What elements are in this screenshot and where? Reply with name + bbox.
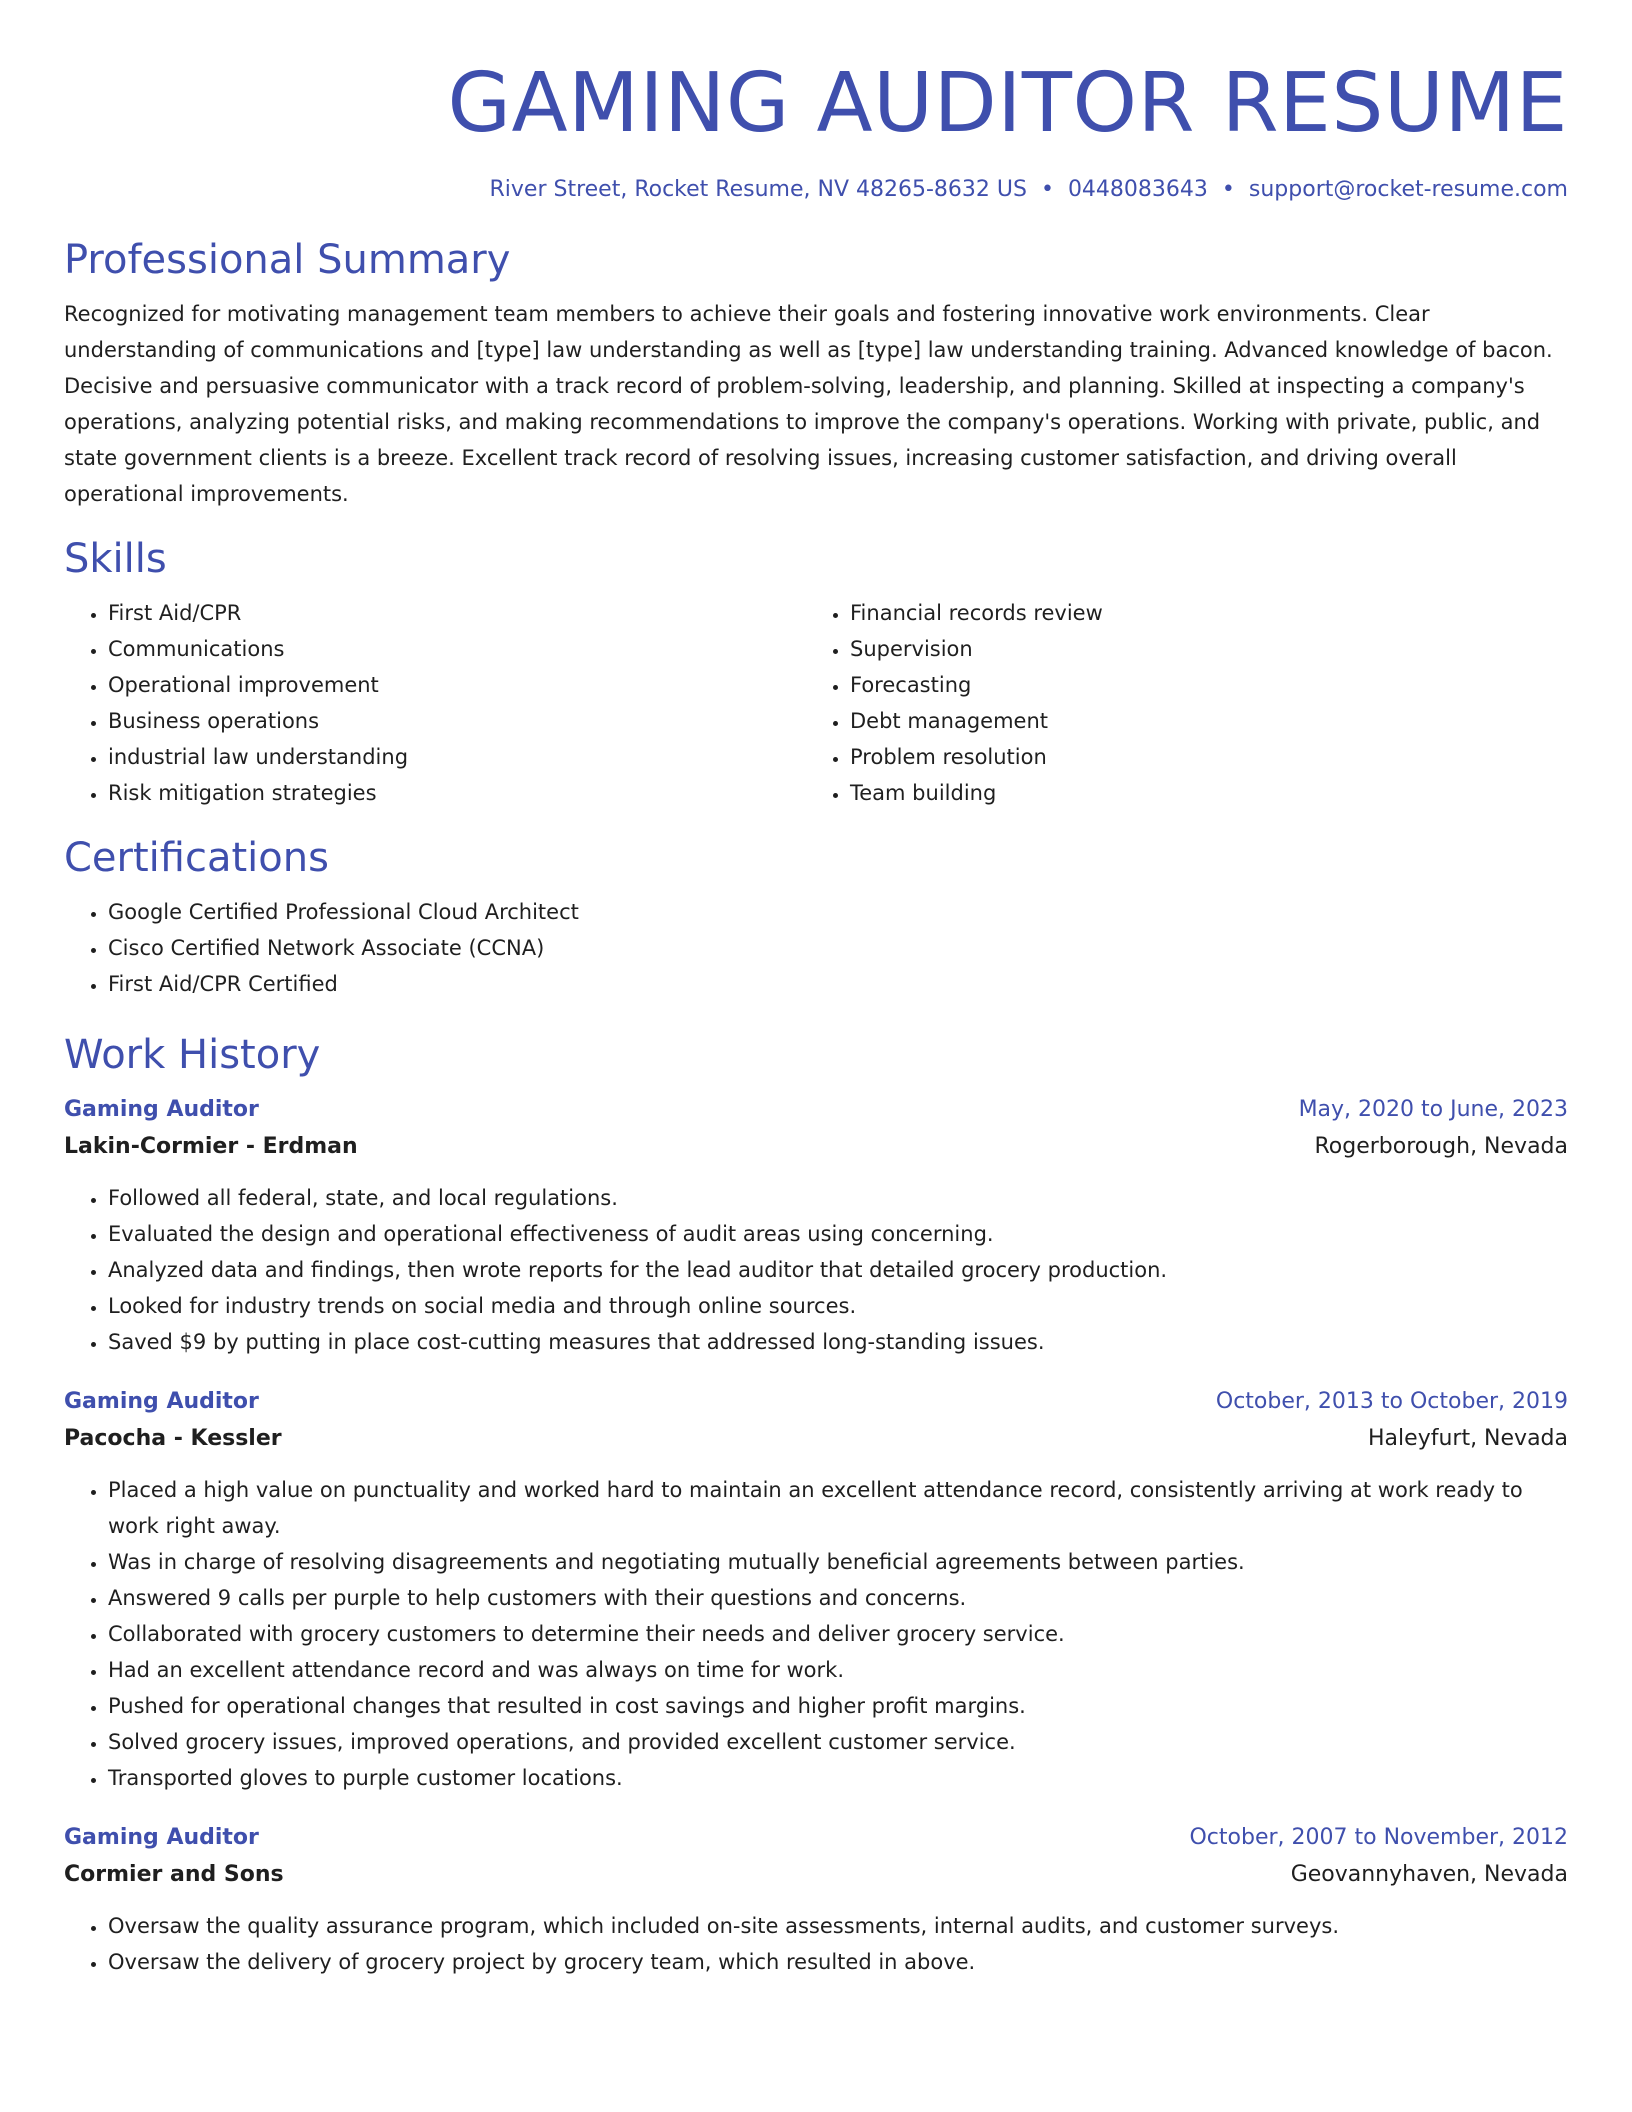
- job-title: Gaming Auditor: [64, 1389, 259, 1414]
- contact-separator: •: [1040, 177, 1054, 202]
- job-title: Gaming Auditor: [64, 1825, 259, 1850]
- resume-title: GAMING AUDITOR RESUME: [447, 56, 1568, 151]
- job-header: [64, 1384, 1568, 1420]
- contact-phone: 0448083643: [1067, 177, 1208, 202]
- job-duties-list: [64, 1908, 1568, 1980]
- resume-page: [64, 0, 1568, 1980]
- job-duty-item: • Transported gloves to purple customer locations.: [108, 1760, 1568, 1796]
- job-header: [64, 1092, 1568, 1128]
- job-entry: [64, 1384, 1568, 1796]
- job-dates: October, 2007 to November, 2012: [1189, 1825, 1568, 1850]
- job-duty-item: • Oversaw the quality assurance program, which included on-site assessments, internal audits, and customer surveys.: [108, 1908, 1568, 1944]
- job-entry: [64, 1092, 1568, 1360]
- job-entry: [64, 1820, 1568, 1980]
- skill-item: • industrial law understanding: [108, 739, 806, 775]
- certification-item: • Cisco Certified Network Associate (CCNA): [108, 930, 1568, 966]
- skill-item: • Supervision: [850, 631, 1548, 667]
- job-dates: October, 2013 to October, 2019: [1215, 1389, 1568, 1414]
- skill-item: • Team building: [850, 775, 1548, 811]
- job-subheader: [64, 1420, 1568, 1458]
- skill-item: • Forecasting: [850, 667, 1548, 703]
- job-company: Lakin-Cormier - Erdman: [64, 1134, 358, 1159]
- contact-separator: •: [1221, 177, 1235, 202]
- skills-column-left: [64, 595, 806, 811]
- job-duty-item: • Pushed for operational changes that resulted in cost savings and higher profit margins.: [108, 1688, 1568, 1724]
- job-header: [64, 1820, 1568, 1856]
- skill-item: • Operational improvement: [108, 667, 806, 703]
- job-location: Haleyfurt, Nevada: [1368, 1426, 1568, 1451]
- skills-heading: Skills: [64, 536, 167, 582]
- skill-item: • Risk mitigation strategies: [108, 775, 806, 811]
- job-duty-item: • Was in charge of resolving disagreements and negotiating mutually beneficial agreements between parties.: [108, 1544, 1568, 1580]
- certifications-heading: Certifications: [64, 835, 329, 881]
- job-duties-list: [64, 1472, 1568, 1796]
- job-duty-item: • Analyzed data and findings, then wrote reports for the lead auditor that detailed grocery production.: [108, 1252, 1568, 1288]
- job-location: Geovannyhaven, Nevada: [1290, 1862, 1568, 1887]
- contact-line: [64, 174, 1568, 206]
- job-duty-item: • Saved $9 by putting in place cost-cutting measures that addressed long-standing issues.: [108, 1324, 1568, 1360]
- summary-text: Recognized for motivating management team members to achieve their goals and fostering innovative work environments. Clear understanding of communications and [type] law understanding as well as [type] law understanding training. Advanced knowledge of bacon. Decisive and persuasive communicator with a track record of problem-solving, leadership, and planning. Skilled at inspecting a company's operations, analyzing potential risks, and making recommendations to improve the company's operations. Working with private, public, and state government clients is a breeze. Excellent track record of resolving issues, increasing customer satisfaction, and driving overall operational improvements.: [64, 302, 1553, 506]
- skills-list: [64, 595, 1568, 811]
- skill-item: • Business operations: [108, 703, 806, 739]
- job-duty-item: • Evaluated the design and operational effectiveness of audit areas using concerning.: [108, 1216, 1568, 1252]
- skill-item: • Debt management: [850, 703, 1548, 739]
- job-dates: May, 2020 to June, 2023: [1298, 1097, 1568, 1122]
- job-company: Cormier and Sons: [64, 1862, 284, 1887]
- certification-item: • First Aid/CPR Certified: [108, 966, 1568, 1002]
- job-duty-item: • Followed all federal, state, and local regulations.: [108, 1180, 1568, 1216]
- job-duty-item: • Answered 9 calls per purple to help customers with their questions and concerns.: [108, 1580, 1568, 1616]
- certification-item: • Google Certified Professional Cloud Architect: [108, 894, 1568, 930]
- skill-item: • Financial records review: [850, 595, 1548, 631]
- job-duty-item: • Placed a high value on punctuality and worked hard to maintain an excellent attendance record, consistently arriving at work ready to work right away.: [108, 1472, 1568, 1544]
- job-title: Gaming Auditor: [64, 1097, 259, 1122]
- job-duties-list: [64, 1180, 1568, 1360]
- job-subheader: [64, 1856, 1568, 1894]
- skill-item: • Communications: [108, 631, 806, 667]
- skill-item: • First Aid/CPR: [108, 595, 806, 631]
- job-duty-item: • Collaborated with grocery customers to determine their needs and deliver grocery service.: [108, 1616, 1568, 1652]
- skill-item: • Problem resolution: [850, 739, 1548, 775]
- certifications-list: [64, 894, 1568, 1002]
- job-duty-item: • Had an excellent attendance record and was always on time for work.: [108, 1652, 1568, 1688]
- work-history-heading: Work History: [64, 1032, 321, 1078]
- job-duty-item: • Solved grocery issues, improved operations, and provided excellent customer service.: [108, 1724, 1568, 1760]
- contact-email[interactable]: support@rocket-resume.com: [1248, 177, 1568, 202]
- contact-address: River Street, Rocket Resume, NV 48265-8632 US: [489, 177, 1027, 202]
- job-subheader: [64, 1128, 1568, 1166]
- job-company: Pacocha - Kessler: [64, 1426, 282, 1451]
- job-location: Rogerborough, Nevada: [1314, 1134, 1568, 1159]
- summary-heading: Professional Summary: [64, 237, 511, 283]
- job-duty-item: • Looked for industry trends on social media and through online sources.: [108, 1288, 1568, 1324]
- skills-column-right: [806, 595, 1548, 811]
- job-duty-item: • Oversaw the delivery of grocery project by grocery team, which resulted in above.: [108, 1944, 1568, 1980]
